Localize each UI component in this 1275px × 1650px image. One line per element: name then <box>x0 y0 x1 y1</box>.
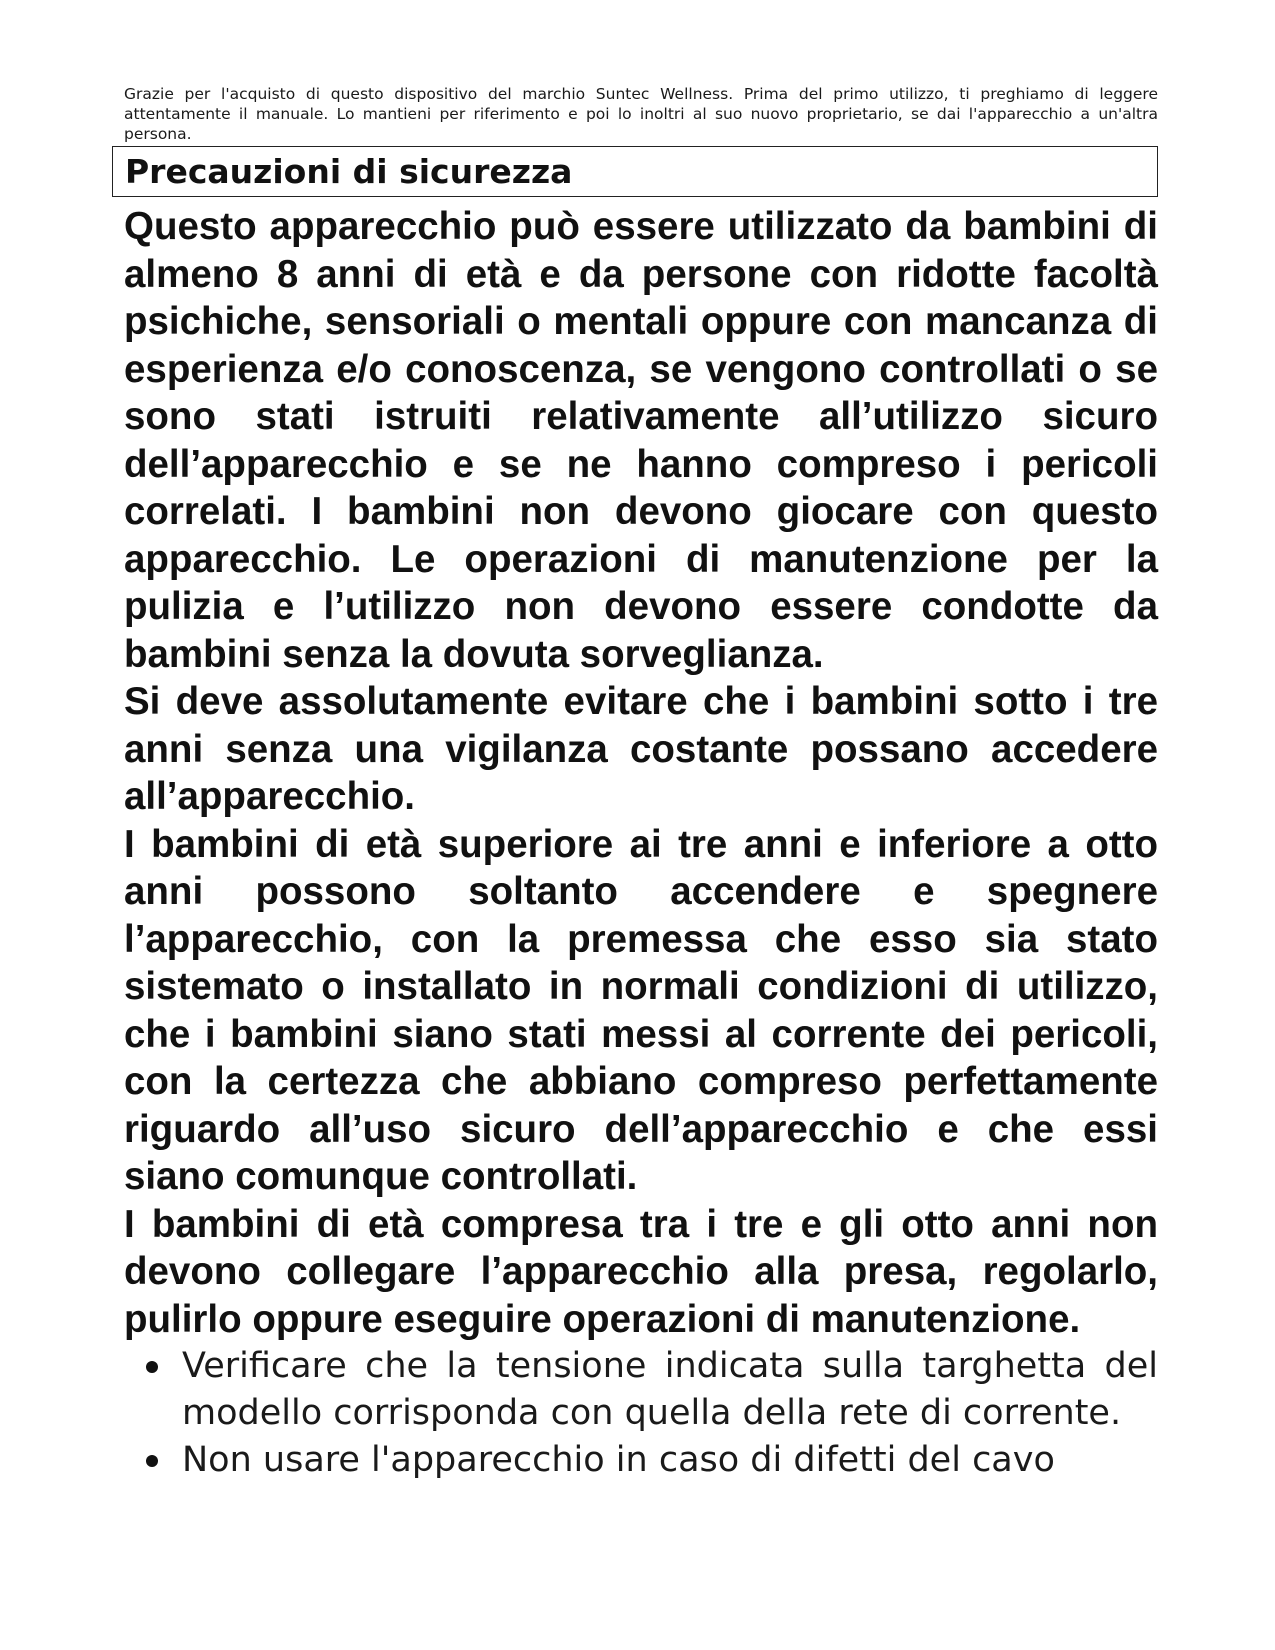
warning-paragraph: I bambini di età compresa tra i tre e gli otto anni non devono collegare l’apparecchio alla presa, regolarlo, pulirlo oppure eseguire operazioni di manutenzione. <box>124 1202 1158 1341</box>
warning-paragraph: Questo apparecchio può essere utilizzato da bambini di almeno 8 anni di età e da persone con ridotte facoltà psichiche, sensoriali o mentali oppure con mancanza di esperienza e/o conoscenza, se vengono controllati o se sono stati istruiti relativamente all’utilizzo sicuro dell’apparecchio e se ne hanno compreso i pericoli correlati. I bambini non devono giocare con questo apparecchio. Le operazioni di manutenzione per la pulizia e l’utilizzo non devono essere condotte da bambini senza la dovuta sorveglianza. <box>124 205 1158 676</box>
section-heading-box <box>112 146 1158 197</box>
warning-paragraph: Si deve assolutamente evitare che i bambini sotto i tre anni senza una vigilanza costante possano accedere all’apparecchio. <box>124 680 1158 818</box>
warning-paragraph: I bambini di età superiore ai tre anni e inferiore a otto anni possono soltanto accendere e spegnere l’apparecchio, con la premessa che esso sia stato sistemato o installato in normali condizioni di utilizzo, che i bambini siano stati messi al corrente dei pericoli, con la certezza che abbiano compreso perfettamente riguardo all’uso sicuro dell’apparecchio e che essi siano comunque controllati. <box>124 822 1158 1198</box>
list-item-text: Verificare che la tensione indicata sulla targhetta del modello corrisponda con quella della rete di corrente. <box>182 1346 1158 1433</box>
list-item-text: Non usare l'apparecchio in caso di difetti del cavo <box>182 1440 1055 1480</box>
intro-paragraph: Grazie per l'acquisto di questo dispositivo del marchio Suntec Wellness. Prima del primo utilizzo, ti preghiamo di leggere attentamente il manuale. Lo mantieni per riferimento e poi lo inoltri al suo nuovo proprietario, se dai l'apparecchio a un'altra persona. <box>124 85 1158 143</box>
section-title: Precauzioni di sicurezza <box>125 152 573 191</box>
bullet-icon <box>146 1455 158 1467</box>
list-item <box>124 1437 1158 1484</box>
document-page <box>124 84 1158 1484</box>
instruction-list <box>124 1343 1158 1484</box>
list-item <box>124 1343 1158 1437</box>
bullet-icon <box>146 1361 158 1373</box>
